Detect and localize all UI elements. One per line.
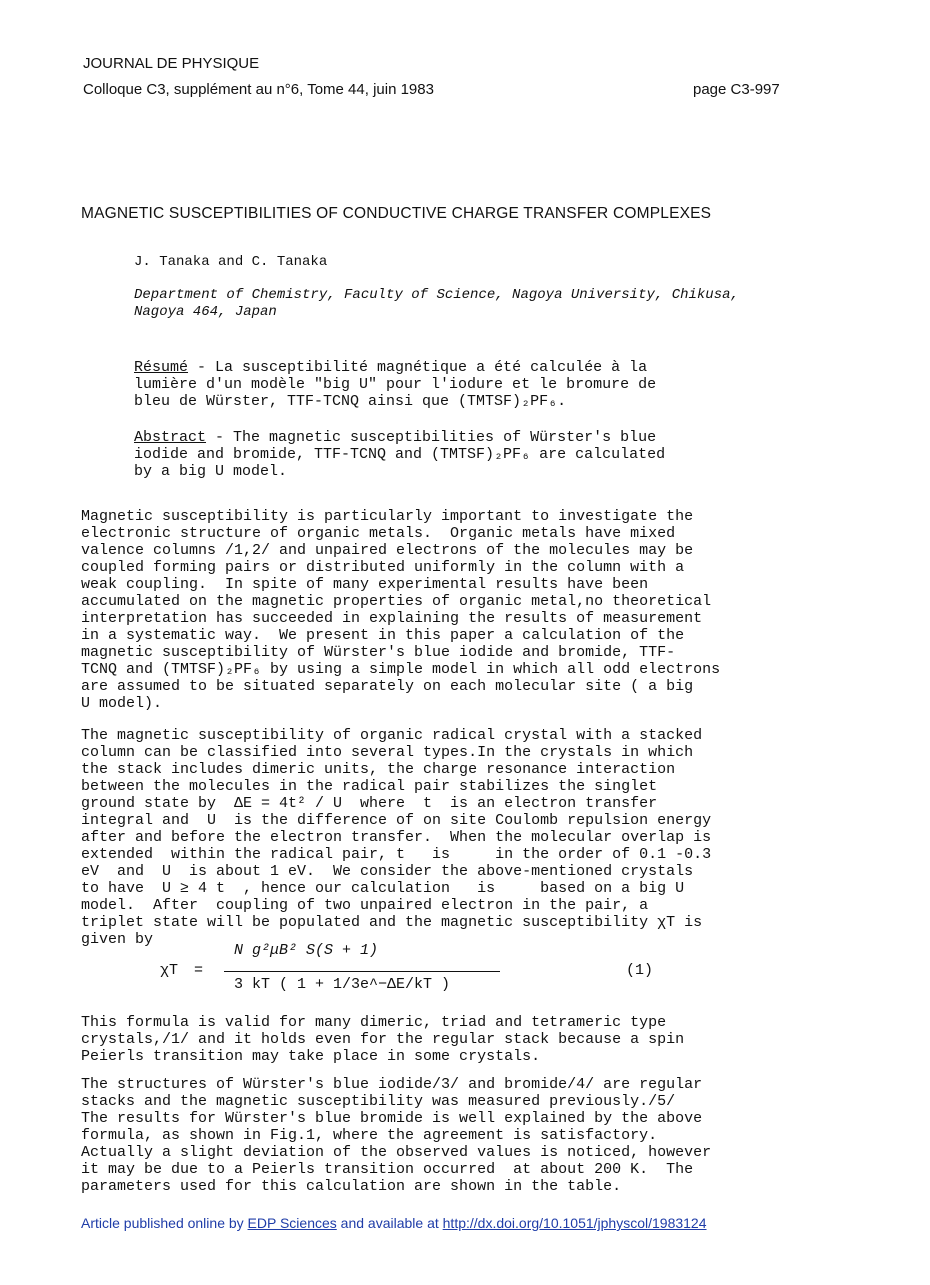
paragraph-intro <box>81 508 720 712</box>
text-line: ground state by ΔE = 4t² / U where t is an electron transfer <box>81 795 658 812</box>
fraction-bar <box>224 971 500 972</box>
text-line: after and before the electron transfer. When the molecular overlap is <box>81 829 712 846</box>
text-line: Peierls transition may take place in some crystals. <box>81 1048 541 1065</box>
text-line: it may be due to a Peierls transition occurred at about 200 K. The <box>81 1161 694 1178</box>
text-line: accumulated on the magnetic properties of organic metal,no theoretical <box>81 593 712 610</box>
text-line: U model). <box>81 695 163 712</box>
text-line: are assumed to be situated separately on each molecular site ( a big <box>81 678 694 695</box>
resume-line: lumière d'un modèle "big U" pour l'iodure et le bromure de <box>134 376 657 393</box>
abstract-line: - The magnetic susceptibilities of Würster's blue <box>206 429 657 446</box>
paragraph-susceptibility <box>81 727 711 948</box>
text-line: The results for Würster's blue bromide is well explained by the above <box>81 1110 703 1127</box>
text-line: TCNQ and (TMTSF)₂PF₆ by using a simple model in which all odd electrons <box>81 661 721 678</box>
text-line: to have U ≥ 4 t , hence our calculation is based on a big U <box>81 880 685 897</box>
text-line: interpretation has succeeded in explaining the results of measurement <box>81 610 703 627</box>
text-line: model. After coupling of two unpaired electron in the pair, a <box>81 897 649 914</box>
text-line: between the molecules in the radical pair stabilizes the singlet <box>81 778 658 795</box>
paragraph-wurster <box>81 1076 711 1195</box>
equation-numerator: N g²μB² S(S + 1) <box>234 942 379 959</box>
text-line: coupled forming pairs or distributed uniformly in the column with a <box>81 559 685 576</box>
text-line: crystals,/1/ and it holds even for the regular stack because a spin <box>81 1031 685 1048</box>
resume-label: Résumé <box>134 359 189 376</box>
issue-info: Colloque C3, supplément au n°6, Tome 44, juin 1983 <box>83 81 434 98</box>
abstract-line: by a big U model. <box>134 463 288 480</box>
resume-block <box>134 359 656 410</box>
equation-lhs: χT <box>160 962 179 979</box>
text-line: The magnetic susceptibility of organic radical crystal with a stacked <box>81 727 703 744</box>
page-number: page C3-997 <box>693 81 780 98</box>
text-line: eV and U is about 1 eV. We consider the above-mentioned crystals <box>81 863 694 880</box>
affiliation: Department of Chemistry, Faculty of Science, Nagoya University, Chikusa, Nagoya 464, Japan <box>134 287 739 320</box>
text-line: magnetic susceptibility of Würster's blue iodide and bromide, TTF- <box>81 644 676 661</box>
publication-footer <box>81 1215 707 1231</box>
resume-line: bleu de Würster, TTF-TCNQ ainsi que (TMTSF)₂PF₆. <box>134 393 567 410</box>
doi-link[interactable]: http://dx.doi.org/10.1051/jphyscol/1983124 <box>442 1215 707 1231</box>
text-line: extended within the radical pair, t is in the order of 0.1 -0.3 <box>81 846 712 863</box>
equation-number: (1) <box>626 962 654 979</box>
footer-middle: and available at <box>336 1215 443 1231</box>
authors: J. Tanaka and C. Tanaka <box>134 254 328 270</box>
text-line: the stack includes dimeric units, the charge resonance interaction <box>81 761 676 778</box>
publisher-link[interactable]: EDP Sciences <box>247 1215 337 1231</box>
abstract-line: iodide and bromide, TTF-TCNQ and (TMTSF)₂PF₆ are calculated <box>134 446 666 463</box>
text-line: integral and U is the difference of on site Coulomb repulsion energy <box>81 812 712 829</box>
text-line: in a systematic way. We present in this paper a calculation of the <box>81 627 685 644</box>
text-line: Magnetic susceptibility is particularly important to investigate the <box>81 508 694 525</box>
footer-prefix: Article published online by <box>81 1215 248 1231</box>
abstract-block <box>134 429 665 480</box>
text-line: valence columns /1,2/ and unpaired electrons of the molecules may be <box>81 542 694 559</box>
equation-1 <box>160 942 680 1002</box>
text-line: electronic structure of organic metals. Organic metals have mixed <box>81 525 676 542</box>
equation-equals: = <box>194 962 204 979</box>
text-line: weak coupling. In spite of many experimental results have been <box>81 576 649 593</box>
text-line: This formula is valid for many dimeric, triad and tetrameric type <box>81 1014 667 1031</box>
journal-name: JOURNAL DE PHYSIQUE <box>83 55 260 72</box>
text-line: Actually a slight deviation of the observed values is noticed, however <box>81 1144 712 1161</box>
text-line: given by <box>81 931 154 948</box>
text-line: The structures of Würster's blue iodide/3/ and bromide/4/ are regular <box>81 1076 703 1093</box>
text-line: column can be classified into several types.In the crystals in which <box>81 744 694 761</box>
text-line: formula, as shown in Fig.1, where the agreement is satisfactory. <box>81 1127 658 1144</box>
equation-denominator: 3 kT ( 1 + 1/3e^−ΔE/kT ) <box>234 976 451 993</box>
paragraph-formula-validity <box>81 1014 684 1065</box>
text-line: stacks and the magnetic susceptibility was measured previously./5/ <box>81 1093 676 1110</box>
text-line: parameters used for this calculation are shown in the table. <box>81 1178 622 1195</box>
resume-line: - La susceptibilité magnétique a été calculée à la <box>188 359 648 376</box>
text-line: triplet state will be populated and the magnetic susceptibility χT is <box>81 914 703 931</box>
abstract-label: Abstract <box>134 429 207 446</box>
paper-title: MAGNETIC SUSCEPTIBILITIES OF CONDUCTIVE CHARGE TRANSFER COMPLEXES <box>81 205 712 222</box>
